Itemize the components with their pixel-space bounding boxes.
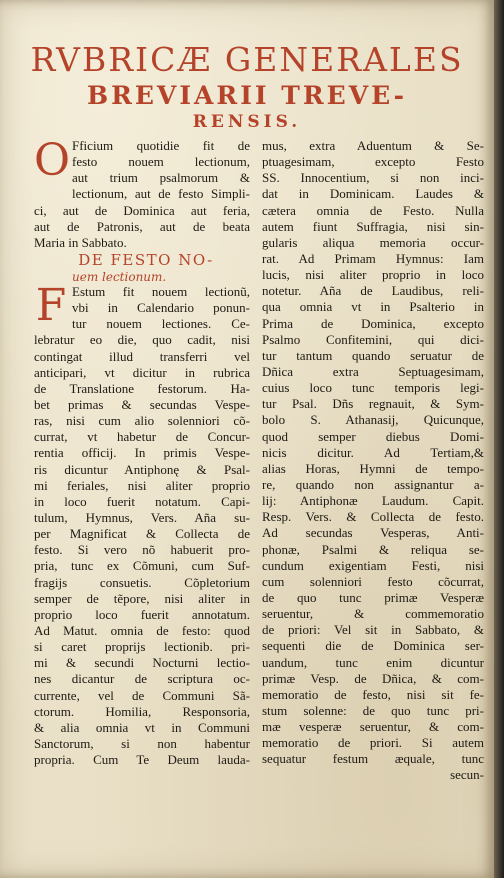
text-line: Fficium quotidie fit de [72,138,250,153]
text-line: currat, vt habetur de Concur- [34,429,250,445]
text-line: in loco fuerit notatum. Capi- [34,493,250,509]
text-line: de priori: Vel sit in Sabbato, & [262,622,484,638]
text-line: currente, vel de Communi Sã- [34,687,250,703]
drop-cap-f: F [35,279,67,331]
text-line: bet primas & secundas Vespe- [34,396,250,412]
text-line: re, quando non assignantur a- [262,476,484,492]
text-line: aut de Patronis, aut de beata [34,218,250,234]
text-line: qua omnia vt in Psalterio in [262,299,484,315]
text-line: alias Horas, Hymni de tempo- [262,460,484,476]
text-line: festo. Si vero nõ habuerit pro- [34,542,250,558]
paragraph-officium [34,135,250,251]
text-line: aut trium psalmorum & [72,170,250,186]
text-line: cætera omnia de Festo. Nulla [262,202,484,218]
text-line: memoratio de priori. Si autem [262,735,484,751]
text-line: proprio loco fuerit annotatum. [34,606,250,622]
text-line: tur nouem lectiones. Ce- [72,316,250,332]
text-line: contingat illud transferri vel [34,348,250,364]
text-line: Sanctorum, si non habentur [34,735,250,751]
text-line: bolo S. Athanasij, Quicunque, [262,412,484,428]
text-line: nes dicantur de scriptura oc- [34,671,250,687]
text-line: tulum, Hymnus, Vers. Aña su- [34,509,250,525]
text-line: cum solenniori festo cõcurrat, [262,573,484,589]
text-line: tur tantum quando seruatur de [262,347,484,363]
text-line: anticipari, vt dicitur in rubrica [34,364,250,380]
text-line: SS. Innocentium, si non inci- [262,170,484,186]
text-line: fragijs consuetis. Cõpletorium [34,574,250,590]
text-line: tur Psal. Dñs regnauit, & Sym- [262,396,484,412]
paragraph-festum [34,279,250,768]
text-line: Psalmo Confitemini, qui dici- [262,331,484,347]
text-line: gularis aliqua memoria occur- [262,234,484,250]
text-line: cuius loco tunc temporis legi- [262,380,484,396]
text-line: ras, nisi cum alio solenniori cõ- [34,413,250,429]
text-line: seruentur, & commemoratio [262,606,484,622]
text-line: ci, aut de Dominica aut feria, [34,202,250,218]
text-line: lij: Antiphonæ Laudum. Capit. [262,493,484,509]
text-line: nicis dicitur. Ad Tertiam,& [262,444,484,460]
text-line: dat in Dominicam. Laudes & [262,186,484,202]
text-line: lebratur eo die, quo cadit, nisi [34,332,250,348]
text-line: pria, tunc ex Cõmuni, cum Suf- [34,558,250,574]
text-line: Resp. Vers. & Collecta de festo. [262,509,484,525]
page-header [0,40,494,132]
text-line: mi & secundi Nocturni lectio- [34,655,250,671]
text-line: ris dicuntur Antiphonę & Psal- [34,461,250,477]
text-line: vbi in Calendario ponun- [72,300,250,316]
section-subheading: uem lectionum. [72,269,167,284]
text-line: phonæ, Psalmi & reliqua se- [262,541,484,557]
text-line: & alia omnia vt in Communi [34,719,250,735]
text-line: Ad secundas Vesperas, Anti- [262,525,484,541]
text-line: Ad Matut. omnia de festo: quod [34,622,250,638]
text-line: de Translatione festorum. Ha- [34,380,250,396]
text-line: de quo tunc primæ Vesperæ [262,589,484,605]
text-line: mæ vesperæ seruentur, & com- [262,719,484,735]
text-line: mi feriales, nisi aliter proprio [34,477,250,493]
text-line: lectionum, aut de festo Simpli- [72,186,250,202]
text-line: rat. Ad Primam Hymnus: Iam [262,250,484,266]
right-column [262,138,484,784]
catchword: secun- [450,767,484,783]
text-line: ptuagesimam, excepto Festo [262,154,484,170]
text-line: sequenti die de Dominica ser- [262,638,484,654]
text-line: per Magnificat & Collecta de [34,526,250,542]
text-line: si caret proprijs lectionib. pri- [34,639,250,655]
text-line: stum solenne: de quo tunc pri- [262,702,484,718]
text-line: cundum exigentiam Festi, nisi [262,557,484,573]
text-line: quod semper diebus Domi- [262,428,484,444]
text-line: ctorum. Homilia, Responsoria, [34,703,250,719]
left-column [34,135,250,768]
text-line: Maria in Sabbato. [34,234,127,250]
text-line: sequatur festum æquale, tunc [262,751,484,767]
text-line: primæ Vesp. de Dñica, & com- [262,670,484,686]
text-line: uandum, tunc enim dicuntur [262,654,484,670]
text-line: Estum fit nouem lectionũ, [72,283,250,299]
text-line: propria. Cum Te Deum lauda- [34,752,250,768]
drop-cap-o: O [34,135,71,186]
title-line-3: RENSIS. [192,112,302,132]
text-line: lucis, nisi aliter proprio in loco [262,267,484,283]
text-line: Dñica extra Septuagesimam, [262,363,484,379]
book-spine-shadow [494,0,504,878]
text-line: memoratio de festo, nisi sit fe- [262,686,484,702]
text-line: mus, extra Aduentum & Se- [262,138,484,153]
text-line: Prima de Dominica, excepto [262,315,484,331]
text-line: festo nouem lectionum, [72,154,250,170]
text-line: autem fiunt Suffragia, nisi sin- [262,218,484,234]
text-line: rentia officij. In primis Vespe- [34,445,250,461]
title-line-2: BREVIARII TREVE- [86,81,408,110]
title-line-1: RVBRICÆ GENERALES [30,40,464,79]
text-line: notetur. Aña de Laudibus, reli- [262,283,484,299]
text-line: semper de tẽpore, nisi aliter in [34,590,250,606]
section-heading: DE FESTO NO- [78,250,214,269]
